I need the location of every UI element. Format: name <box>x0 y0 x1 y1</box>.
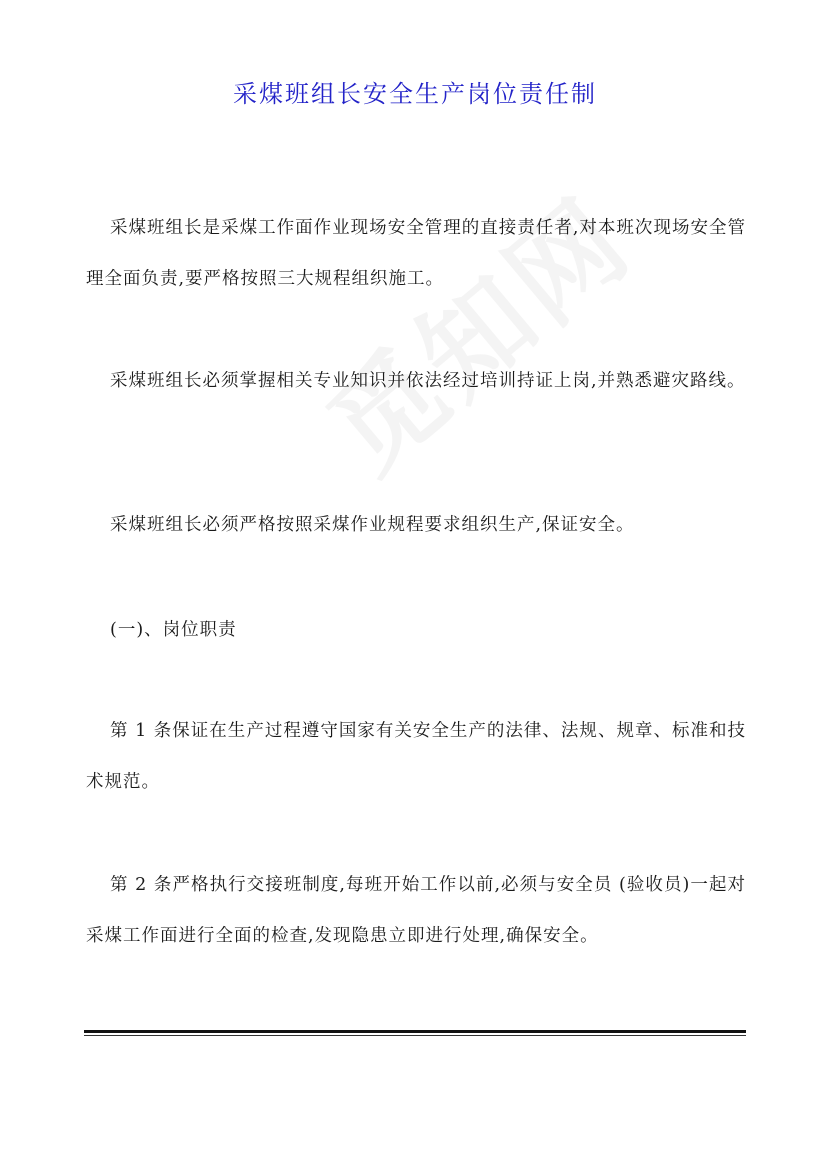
paragraph-3: 采煤班组长必须严格按照采煤作业规程要求组织生产,保证安全。 <box>110 515 635 535</box>
section-heading: (一)、岗位职责 <box>110 620 237 640</box>
paragraph-2: 采煤班组长必须掌握相关专业知识并依法经过培训持证上岗,并熟悉避灾路线。 <box>110 371 746 391</box>
footer-divider-thin <box>84 1035 746 1036</box>
article-2: 第 2 条严格执行交接班制度,每班开始工作以前,必须与安全员 (验收员)一起对采煤工作面进行全面的检查,发现隐患立即进行处理,确保安全。 <box>86 875 746 946</box>
paragraph-1: 采煤班组长是采煤工作面作业现场安全管理的直接责任者,对本班次现场安全管理全面负责,要严格按照三大规程组织施工。 <box>86 218 746 289</box>
article-1: 第 1 条保证在生产过程遵守国家有关安全生产的法律、法规、规章、标准和技术规范。 <box>86 721 746 792</box>
document-title: 采煤班组长安全生产岗位责任制 <box>233 80 597 108</box>
footer-divider-thick <box>84 1030 746 1033</box>
